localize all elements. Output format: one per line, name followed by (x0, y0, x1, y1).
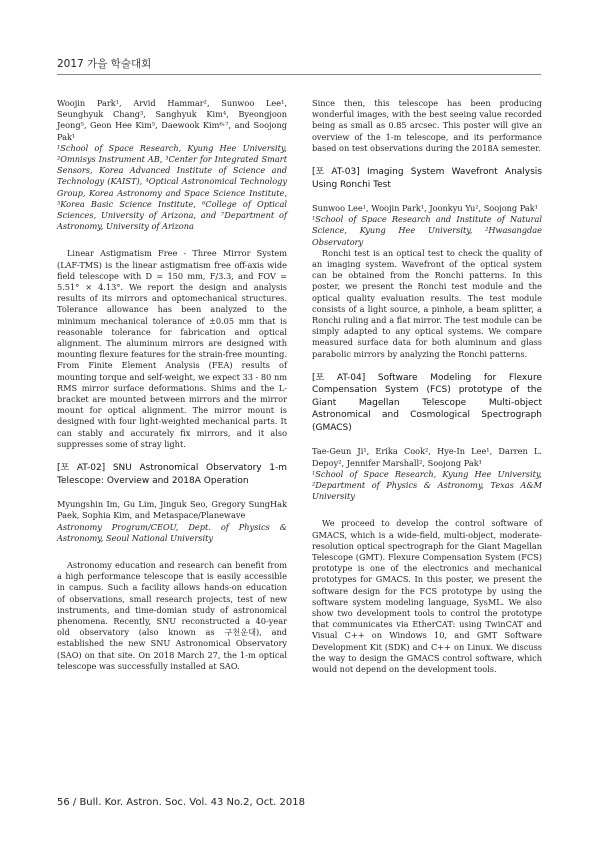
right-column (312, 98, 542, 675)
abstract-3-body: Ronchi test is an optical test to check the quality of an imaging system. Wavefront of the optical system can be obtained from the Ronchi patterns. In this poster, we present the Ronchi test module and the optical quality evaluation results. The test module consists of a light source, a pinhole, a beam splitter, a Ronchi ruling and a flat mirror. The test module can be simply adapted to any optical systems. We compare measured surface data for both aluminum and glass parabolic mirrors by analyzing the Ronchi patterns. (312, 247, 542, 359)
left-column (57, 98, 287, 672)
running-header: 2017 가을 학술대회 (57, 58, 152, 70)
abstract-3-affiliation: ¹School of Space Research and Institute of Natural Science, Kyung Hee University, ²Hwasangdae Observatory (312, 214, 542, 247)
abstract-2-affiliation: Astronomy Program/CEOU, Dept. of Physics & Astronomy, Seoul National University (57, 521, 287, 543)
abstract-2-title: [포 AT-02] SNU Astronomical Observatory 1-m Telescope: Overview and 2018A Operation (57, 463, 287, 486)
abstract-4-authors: Tae-Geun Ji¹, Erika Cook², Hye-In Lee¹, Darren L. Depoy², Jennifer Marshall², Soojong Pak¹ (312, 446, 542, 468)
abstract-4-title: [포 AT-04] Software Modeling for Flexure Compensation System (FCS) prototype of the Giant Magellan Telescope Multi-object Astronomical and Cosmological Spectrograph (GMACS) (312, 372, 542, 433)
abstract-2-body: Astronomy education and research can benefit from a high performance telescope that is easily accessible in campus. Such a facility allows hands-on education of observations, small research projects, test of new instruments, and time-domian study of astronomical phenomena. Recently, SNU reconstructed a 40-year old observatory (also known as 구천운대), and established the new SNU Astronomical Observatory (SAO) on that site. On 2018 March 27, the 1-m optical telescope was successfully installed at SAO. (57, 559, 287, 671)
abstract-4-affiliation: ¹School of Space Research, Kyung Hee University, ²Department of Physics & Astronomy, Texas A&M University (312, 468, 542, 502)
abstract-4-body: We proceed to develop the control software of GMACS, which is a wide-field, multi-object, moderate-resolution optical spectrograph for the Giant Magellan Telescope (GMT). Flexure Compensation System (FCS) prototype is one of the electronics and mechanical prototypes for GMACS. In this poster, we present the software design for the FCS prototype by using the software system modeling language, SysML. We also show two development tools to control the prototype that communicates via EtherCAT: using TwinCAT and Visual C++ on Windows 10, and GMT Software Development Kit (SDK) and C++ on Linux. We discuss the way to design the GMACS control software, which would not depend on the development tools. (312, 518, 542, 675)
abstract-1-affiliation: ¹School of Space Research, Kyung Hee University, ²Omnisys Instrument AB, ³Center for Integrated Smart Sensors, Korea Advanced Institute of Science and Technology (KAIST), ⁴Optical Astronomical Technology Group, Korea Astronomy and Space Science Institute, ⁵Korea Basic Science Institute, ⁶College of Optical Sciences, University of Arizona, and ⁷Department of Astronomy, University of Arizona (57, 142, 287, 232)
abstract-3-authors: Sunwoo Lee¹, Woojin Park¹, Joonkyu Yu², Soojong Pak¹ (312, 203, 539, 214)
abstract-3-title: [포 AT-03] Imaging System Wavefront Analysis Using Ronchi Test (312, 167, 542, 190)
header-divider (57, 74, 541, 75)
abstract-1-authors: Woojin Park¹, Arvid Hammar², Sunwoo Lee¹, Seunghyuk Chang³, Sanghyuk Kim⁴, Byeongjoon Jeong⁵, Geon Hee Kim⁵, Daewook Kim⁶˒⁷, and Soojong Pak¹ (57, 98, 287, 142)
abstract-2-authors: Myungshin Im, Gu Lim, Jinguk Seo, Gregory SungHak Paek, Sophia Kim, and Metaspace/Planewave (57, 499, 287, 521)
page-footer: 56 / Bull. Kor. Astron. Soc. Vol. 43 No.2, Oct. 2018 (57, 797, 305, 808)
abstract-2-body-continued: Since then, this telescope has been producing wonderful images, with the best seeing value recorded being as small as 0.85 arcsec. This poster will give an overview of the 1-m telescope, and its performance based on test observations during the 2018A semester. (312, 98, 542, 153)
abstract-1-body: Linear Astigmatism Free - Three Mirror System (LAF-TMS) is the linear astigmatism free off-axis wide field telescope with D = 150 mm, F/3.3, and FOV = 5.51° × 4.13°. We report the design and analysis results of its mirrors and optomechanical structures. Tolerance allowance has been analyzed to the minimum mechanical tolerance of ±0.05 mm that is reasonable tolerance for fabrication and optical alignment. The aluminum mirrors are designed with mounting flexure features for the strain-free mounting. From Finite Element Analysis (FEA) results of mounting torque and self-weight, we expect 33 - 80 nm RMS mirror surface deformations. Shims and the L-bracket are mounted between mirrors and the mirror mount for optical alignment. The mirror mount is designed with four light-weighted mechanical parts. It can stably and accurately fix mirrors, and it also suppresses some of stray light. (57, 248, 287, 449)
